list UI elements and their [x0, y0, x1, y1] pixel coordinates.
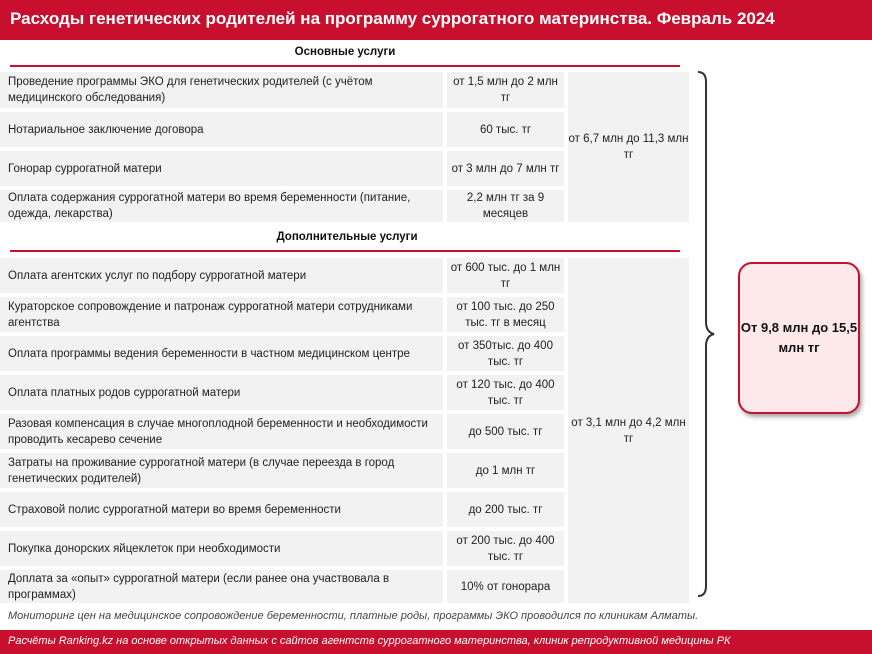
service-name: Кураторское сопровождение и патронаж суррогатной матери сотрудниками агентства — [0, 297, 443, 332]
curly-brace-icon — [696, 70, 718, 598]
service-price: от 100 тыс. до 250 тыс. тг в месяц — [447, 297, 564, 332]
service-name: Покупка донорских яйцеклеток при необходимости — [0, 531, 443, 566]
service-name: Затраты на проживание суррогатной матери (в случае переезда в город генетических родителей) — [0, 453, 443, 488]
service-price: от 1,5 млн до 2 млн тг — [447, 72, 564, 108]
footer-bar — [0, 630, 872, 654]
service-name: Нотариальное заключение договора — [0, 112, 443, 147]
service-name: Оплата платных родов суррогатной матери — [0, 375, 443, 410]
footnote: Мониторинг цен на медицинское сопровождение беременности, платные роды, программы ЭКО проводился по клиникам Алматы. — [8, 610, 699, 622]
section-title-extra: Дополнительные услуги — [276, 231, 418, 243]
service-price: до 1 млн тг — [447, 453, 564, 488]
service-price: от 350тыс. до 400 тыс. тг — [447, 336, 564, 371]
service-name: Доплата за «опыт» суррогатной матери (если ранее она участвовала в программах) — [0, 570, 443, 603]
section-divider-extra — [10, 250, 680, 252]
service-price: от 120 тыс. до 400 тыс. тг — [447, 375, 564, 410]
service-name: Гонорар суррогатной матери — [0, 151, 443, 186]
subtotal-extra: от 3,1 млн до 4,2 млн тг — [568, 258, 689, 603]
service-price: 60 тыс. тг — [447, 112, 564, 147]
service-name: Оплата программы ведения беременности в частном медицинском центре — [0, 336, 443, 371]
service-price: 10% от гонорара — [447, 570, 564, 603]
subtotal-main: от 6,7 млн до 11,3 млн тг — [568, 72, 689, 222]
service-price: 2,2 млн тг за 9 месяцев — [447, 190, 564, 222]
grand-total-box: От 9,8 млн до 15,5 млн тг — [738, 262, 860, 414]
section-divider-main — [10, 65, 680, 67]
source-text: Расчёты Ranking.kz на основе открытых данных с сайтов агентств суррогатного материнства, клиник репродуктивной медицины РК — [8, 635, 731, 647]
service-name: Оплата содержания суррогатной матери во время беременности (питание, одежда, лекарства) — [0, 190, 443, 222]
service-price: до 200 тыс. тг — [447, 492, 564, 527]
service-name: Разовая компенсация в случае многоплодной беременности и необходимости проводить кесарево сечение — [0, 414, 443, 449]
service-price: от 600 тыс. до 1 млн тг — [447, 258, 564, 293]
service-price: до 500 тыс. тг — [447, 414, 564, 449]
page-title: Расходы генетических родителей на программу суррогатного материнства. Февраль 2024 — [10, 9, 775, 28]
service-name: Страховой полис суррогатной матери во время беременности — [0, 492, 443, 527]
header-bar — [0, 0, 872, 40]
service-name: Проведение программы ЭКО для генетических родителей (с учётом медицинского обследования) — [0, 72, 443, 108]
service-price: от 200 тыс. до 400 тыс. тг — [447, 531, 564, 566]
section-title-main: Основные услуги — [294, 46, 396, 58]
service-price: от 3 млн до 7 млн тг — [447, 151, 564, 186]
service-name: Оплата агентских услуг по подбору суррогатной матери — [0, 258, 443, 293]
